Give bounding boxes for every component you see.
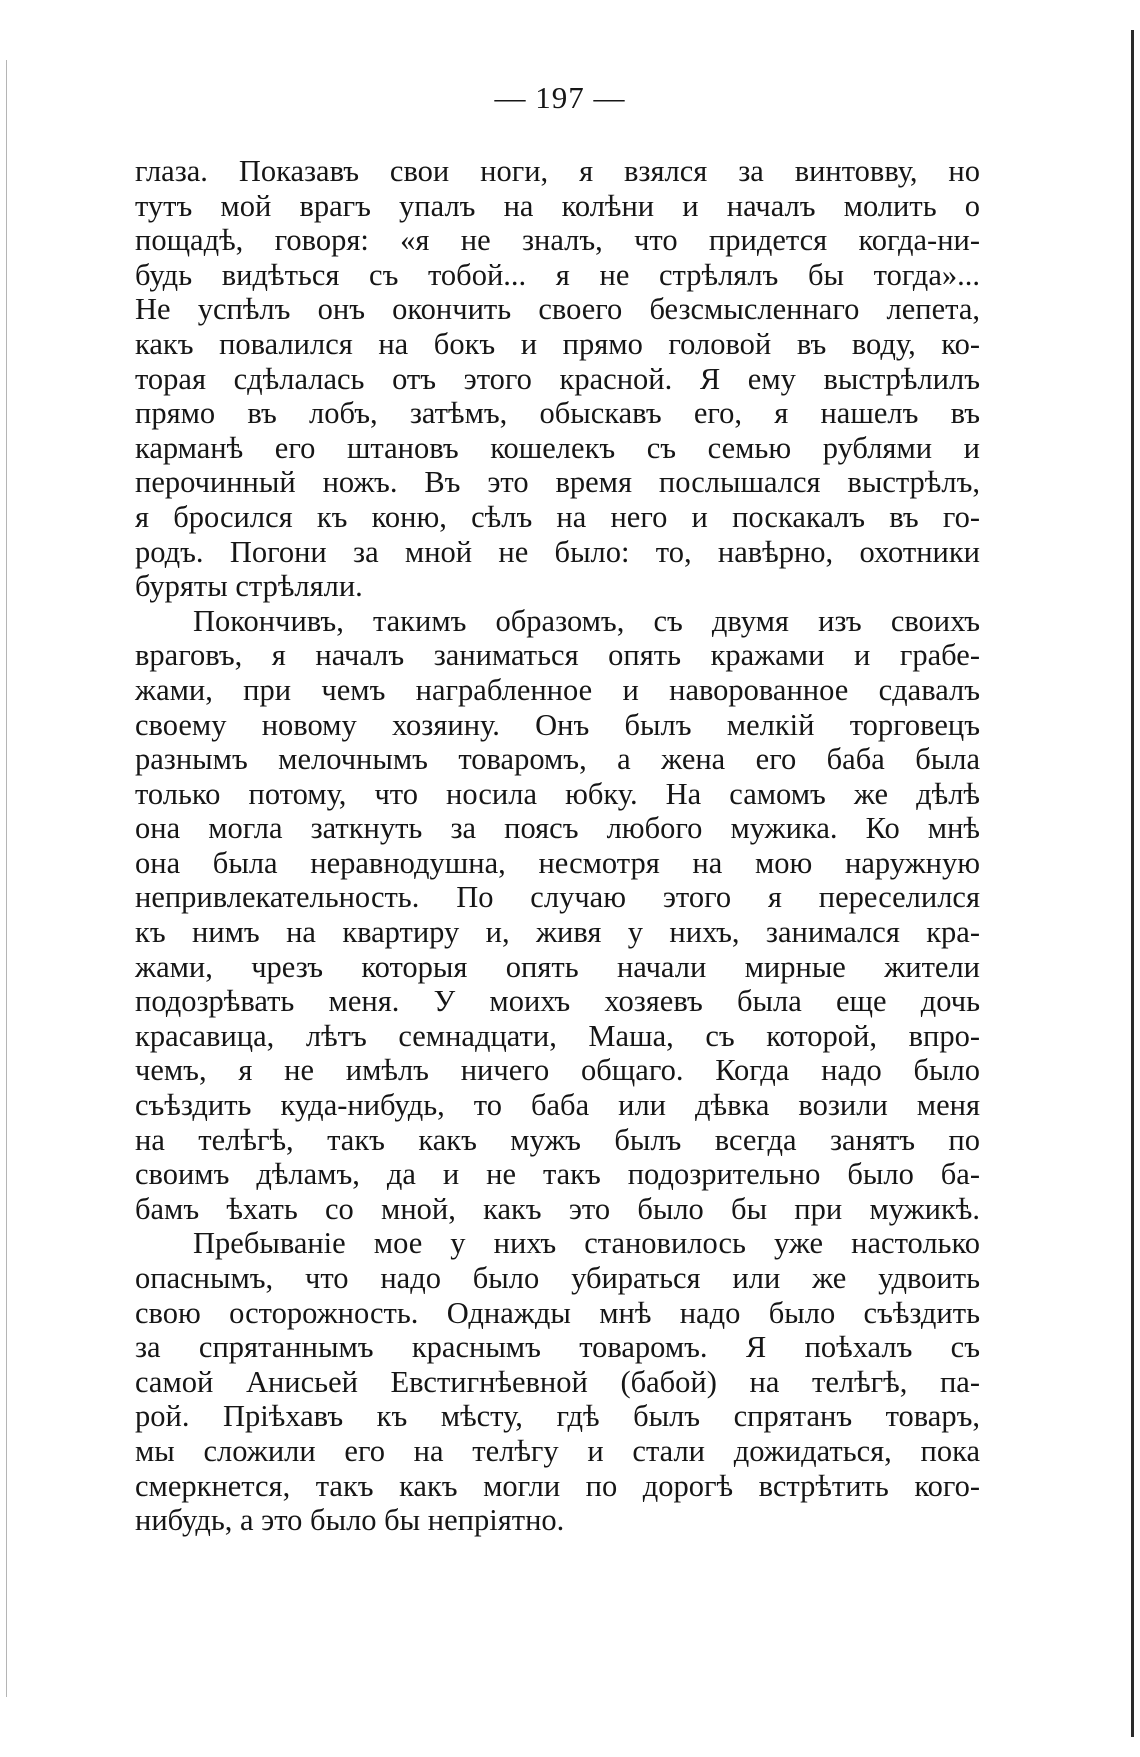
paragraph-2-line: она могла заткнуть за поясъ любого мужика. Ко мнѣ [135,811,980,846]
paragraph-1-line: тутъ мой врагъ упалъ на колѣни и началъ молить о [135,188,980,223]
paragraph-3-line: за спрятаннымъ краснымъ товаромъ. Я поѣхалъ съ [135,1330,980,1365]
paragraph-2-line: непривлекательность. По случаю этого я переселился [135,880,980,915]
paragraph-2-line: враговъ, я началъ заниматься опять кражами и грабе- [135,638,980,673]
paragraph-2-line: Покончивъ, такимъ образомъ, съ двумя изъ своихъ [193,603,980,638]
paragraph-3-line: свою осторожность. Однажды мнѣ надо было съѣздить [135,1295,980,1330]
left-page-edge [6,60,7,1697]
paragraph-1-line: Не успѣлъ онъ окончить своего безсмысленнаго лепета, [135,292,980,327]
paragraph-2-line: чемъ, я не имѣлъ ничего общаго. Когда надо было [135,1053,980,1088]
paragraph-2-line: красавица, лѣтъ семнадцати, Маша, съ которой, впро- [135,1018,980,1053]
paragraph-2-line: къ нимъ на квартиру и, живя у нихъ, занимался кра- [135,915,980,950]
paragraph-3-line: самой Анисьей Евстигнѣевной (бабой) на телѣгѣ, па- [135,1364,980,1399]
paragraph-2-line: только потому, что носила юбку. На самомъ же дѣлѣ [135,776,980,811]
paragraph-2-line: жами, чрезъ которыя опять начали мирные жители [135,949,980,984]
paragraph-3-line: смеркнется, такъ какъ могли по дорогѣ встрѣтить кого- [135,1468,980,1503]
paragraph-2-line: съѣздить куда-нибудь, то баба или дѣвка возили меня [135,1088,980,1123]
right-page-edge [1131,30,1134,1737]
paragraph-1-line: пощадѣ, говоря: «я не зналъ, что придется когда-ни- [135,223,980,258]
body-text [135,154,980,1538]
page-number: — 197 — [494,80,626,115]
paragraph-2-line: на телѣгѣ, такъ какъ мужъ былъ всегда занятъ по [135,1122,980,1157]
paragraph-1-line: прямо въ лобъ, затѣмъ, обыскавъ его, я нашелъ въ [135,396,980,431]
paragraph-3-line: рой. Пріѣхавъ къ мѣсту, гдѣ былъ спрятанъ товаръ, [135,1399,980,1434]
paragraph-1-line: перочинный ножъ. Въ это время послышался выстрѣлъ, [135,465,980,500]
paragraph-1-line: родъ. Погони за мной не было: то, навѣрно, охотники [135,534,980,569]
paragraph-3-line: Пребываніе мое у нихъ становилось уже настолько [193,1226,980,1261]
paragraph-2-line: жами, при чемъ награбленное и наворованное сдавалъ [135,672,980,707]
paragraph-2-line: своимъ дѣламъ, да и не такъ подозрительно было ба- [135,1157,980,1192]
paragraph-1-line: торая сдѣлалась отъ этого красной. Я ему выстрѣлилъ [135,361,980,396]
paragraph-3-line: опаснымъ, что надо было убираться или же удвоить [135,1261,980,1295]
paragraph-1-line: я бросился къ коню, сѣлъ на него и поскакалъ въ го- [135,499,980,534]
paragraph-2-line: своему новому хозяину. Онъ былъ мелкій торговецъ [135,707,980,742]
paragraph-2-line: бамъ ѣхать со мной, какъ это было бы при мужикѣ. [135,1191,980,1226]
paragraph-2-line: подозрѣвать меня. У моихъ хозяевъ была еще дочь [135,984,980,1019]
paragraph-3-line: нибудь, а это было бы непріятно. [135,1503,565,1538]
paragraph-1-line: какъ повалился на бокъ и прямо головой въ воду, ко- [135,326,980,361]
paragraph-1-line: глаза. Показавъ свои ноги, я взялся за винтовву, но [135,154,980,188]
paragraph-1-line: буряты стрѣляли. [135,569,363,604]
paragraph-3-line: мы сложили его на телѣгу и стали дожидаться, пока [135,1433,980,1468]
paragraph-2-line: разнымъ мелочнымъ товаромъ, а жена его баба была [135,742,980,777]
paragraph-2-line: она была неравнодушна, несмотря на мою наружную [135,845,980,880]
paragraph-1-line: будь видѣться съ тобой... я не стрѣлялъ бы тогда»... [135,257,980,292]
paragraph-1-line: карманѣ его штановъ кошелекъ съ семью рублями и [135,430,980,465]
